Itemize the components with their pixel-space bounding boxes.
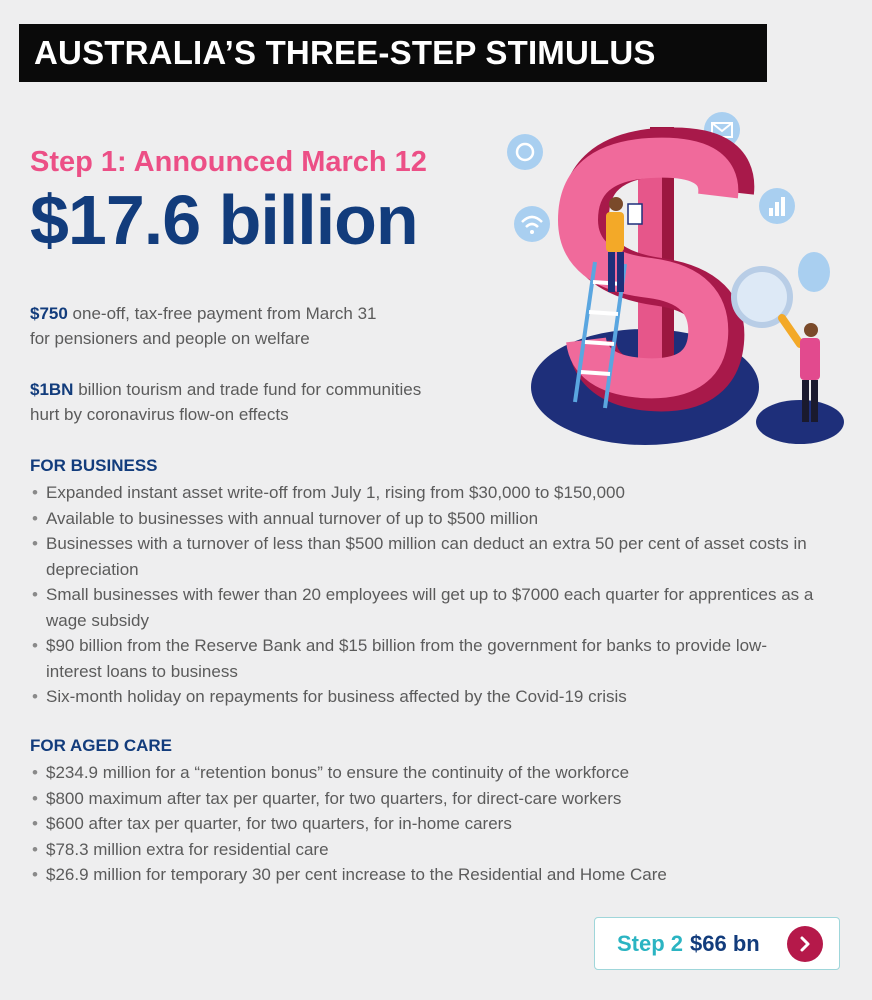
list-item: • $800 maximum after tax per quarter, for two quarters, for direct-care workers: [30, 786, 820, 812]
dollar-illustration: [500, 112, 860, 452]
business-list: [30, 480, 820, 710]
chart-icon: [759, 188, 795, 224]
next-step-value: $66 bn: [690, 930, 760, 956]
list-item: • Small businesses with fewer than 20 employees will get up to $7000 each quarter for apprentices as a wage subsidy: [30, 582, 820, 633]
aged-care-list: [30, 760, 820, 888]
list-item: • $600 after tax per quarter, for two quarters, for in-home carers: [30, 811, 820, 837]
next-step-button[interactable]: [594, 917, 840, 970]
intro-text: one-off, tax-free payment from March 31: [67, 304, 377, 323]
list-item: • Expanded instant asset write-off from July 1, rising from $30,000 to $150,000: [30, 480, 820, 506]
page-title: AUSTRALIA’S THREE-STEP STIMULUS: [19, 24, 767, 82]
list-item: • Businesses with a turnover of less than $500 million can deduct an extra 50 per cent of asset costs in depreciation: [30, 531, 820, 582]
intro-paragraph-payment: [30, 301, 510, 351]
step-heading: Step 1: Announced March 12: [30, 146, 427, 178]
stimulus-amount: $17.6 billion: [30, 181, 418, 259]
aged-care-heading: FOR AGED CARE: [30, 736, 172, 755]
intro-highlight: $1BN: [30, 380, 74, 399]
wifi-icon: [514, 206, 550, 242]
list-item: • $26.9 million for temporary 30 per cent increase to the Residential and Home Care: [30, 862, 820, 888]
list-item: • Available to businesses with annual turnover of up to $500 million: [30, 506, 820, 532]
chevron-right-icon: [787, 926, 823, 962]
intro-highlight: $750: [30, 304, 68, 323]
next-step-label: Step 2: [617, 930, 684, 956]
list-item: • $234.9 million for a “retention bonus” to ensure the continuity of the workforce: [30, 760, 820, 786]
business-heading: FOR BUSINESS: [30, 456, 158, 475]
intro-paragraph-fund: [30, 377, 510, 427]
dollar-sign-icon: [507, 134, 543, 170]
intro-text-line2: for pensioners and people on welfare: [30, 329, 310, 348]
list-item: • Six-month holiday on repayments for business affected by the Covid-19 crisis: [30, 684, 820, 710]
intro-text-line2: hurt by coronavirus flow-on effects: [30, 405, 289, 424]
intro-text: billion tourism and trade fund for communities: [73, 380, 422, 399]
circle-icon: [798, 252, 830, 292]
dollar-sign-3d: [578, 127, 730, 402]
list-item: • $78.3 million extra for residential care: [30, 837, 820, 863]
list-item: • $90 billion from the Reserve Bank and $15 billion from the government for banks to provide low-interest loans to business: [30, 633, 820, 684]
